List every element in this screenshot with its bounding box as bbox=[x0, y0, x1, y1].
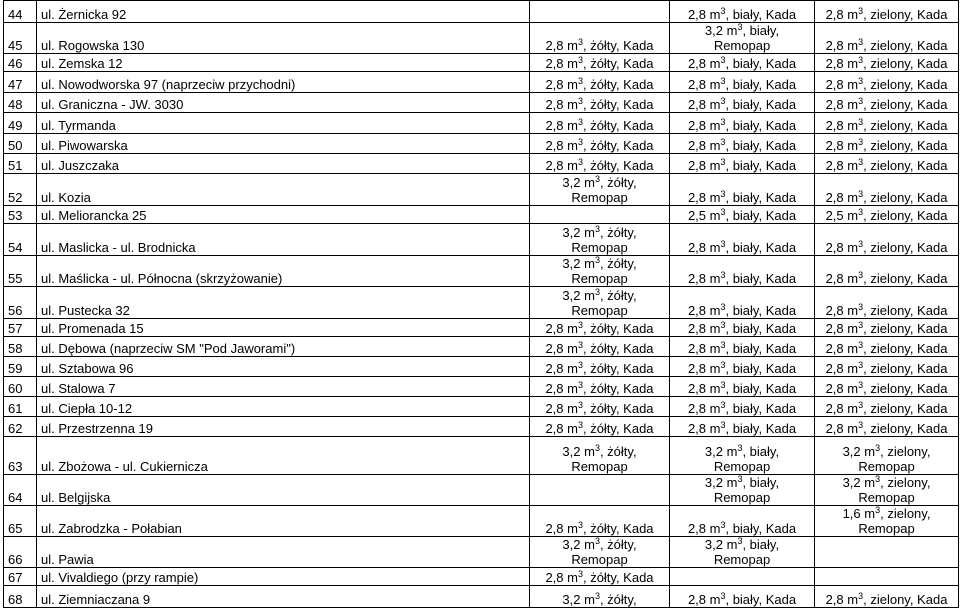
cell-line: 3,2 $m^3$, zielony, bbox=[842, 474, 931, 490]
green-container-cell bbox=[815, 475, 959, 506]
yellow-container-cell bbox=[530, 377, 670, 397]
row-number: 52 bbox=[4, 174, 37, 206]
cell-line: 2,8 $m^3$, żółty, Kada bbox=[545, 96, 654, 112]
white-container-cell bbox=[670, 377, 815, 397]
cell-line: 2,8 $m^3$, zielony, Kada bbox=[825, 55, 948, 71]
yellow-container-cell bbox=[530, 224, 670, 256]
yellow-container-cell bbox=[530, 337, 670, 357]
green-container-cell bbox=[815, 206, 959, 224]
cell-line: 3,2 $m^3$, zielony, bbox=[842, 443, 931, 459]
row-number: 47 bbox=[4, 72, 37, 93]
cell-line: 2,8 $m^3$, żółty, Kada bbox=[545, 360, 654, 376]
white-container-cell bbox=[670, 224, 815, 256]
cell-line: 2,8 $m^3$, zielony, Kada bbox=[825, 302, 948, 318]
row-number: 68 bbox=[4, 586, 37, 608]
white-container-cell bbox=[670, 134, 815, 154]
cell-line: 2,8 $m^3$, żółty, Kada bbox=[545, 157, 654, 173]
cell-line: Remopap bbox=[571, 303, 628, 318]
street-cell: ul. Pawia bbox=[37, 537, 530, 568]
street-cell: ul. Maślicka - ul. Północna (skrzyżowanie) bbox=[37, 256, 530, 287]
table-row bbox=[4, 134, 959, 154]
street-cell: ul. Sztabowa 96 bbox=[37, 357, 530, 377]
cell-line: Remopap bbox=[713, 38, 771, 53]
cell-line: 2,8 $m^3$, biały, Kada bbox=[687, 302, 797, 318]
row-number: 46 bbox=[4, 54, 37, 72]
table-row bbox=[4, 475, 959, 506]
yellow-container-cell bbox=[530, 1, 670, 23]
row-number: 63 bbox=[4, 437, 37, 475]
cell-line: 2,8 $m^3$, biały, Kada bbox=[687, 400, 797, 416]
yellow-container-cell bbox=[530, 154, 670, 174]
green-container-cell bbox=[815, 337, 959, 357]
green-container-cell bbox=[815, 357, 959, 377]
cell-line: 2,8 $m^3$, żółty, Kada bbox=[545, 117, 654, 133]
cell-line: 3,2 $m^3$, żółty, bbox=[562, 174, 637, 190]
street-cell: ul. Kozia bbox=[37, 174, 530, 206]
white-container-cell bbox=[670, 357, 815, 377]
cell-line: 2,8 $m^3$, biały, Kada bbox=[687, 117, 797, 133]
cell-line: 2,8 $m^3$, zielony, Kada bbox=[825, 591, 948, 607]
green-container-cell bbox=[815, 568, 959, 586]
table-row bbox=[4, 93, 959, 113]
row-number: 50 bbox=[4, 134, 37, 154]
row-number: 48 bbox=[4, 93, 37, 113]
cell-line: 2,8 $m^3$, żółty, Kada bbox=[545, 520, 654, 536]
green-container-cell bbox=[815, 1, 959, 23]
cell-line: 2,8 $m^3$, biały, Kada bbox=[687, 76, 797, 92]
row-number: 57 bbox=[4, 319, 37, 337]
table-row bbox=[4, 23, 959, 54]
table-row bbox=[4, 568, 959, 586]
cell-line: 3,2 $m^3$, żółty, bbox=[562, 255, 637, 271]
table-row bbox=[4, 437, 959, 475]
cell-line: 2,8 $m^3$, biały, Kada bbox=[687, 270, 797, 286]
cell-line: 2,8 $m^3$, zielony, Kada bbox=[825, 137, 948, 153]
cell-line: Remopap bbox=[858, 490, 915, 505]
green-container-cell bbox=[815, 134, 959, 154]
cell-line: 2,8 $m^3$, żółty, Kada bbox=[545, 137, 654, 153]
street-cell: ul. Zemska 12 bbox=[37, 54, 530, 72]
white-container-cell bbox=[670, 23, 815, 54]
row-number: 61 bbox=[4, 397, 37, 417]
white-container-cell bbox=[670, 506, 815, 537]
white-container-cell bbox=[670, 337, 815, 357]
table-row bbox=[4, 537, 959, 568]
street-cell: ul. Żernicka 92 bbox=[37, 1, 530, 23]
cell-line: 2,8 $m^3$, żółty, Kada bbox=[545, 340, 654, 356]
cell-line: 2,8 $m^3$, zielony, Kada bbox=[825, 380, 948, 396]
cell-line: 2,5 $m^3$, zielony, Kada bbox=[825, 207, 948, 223]
cell-line: 2,8 $m^3$, żółty, Kada bbox=[545, 320, 654, 336]
row-number: 56 bbox=[4, 287, 37, 319]
street-cell: ul. Juszczaka bbox=[37, 154, 530, 174]
street-cell: ul. Pustecka 32 bbox=[37, 287, 530, 319]
green-container-cell bbox=[815, 377, 959, 397]
white-container-cell bbox=[670, 54, 815, 72]
green-container-cell bbox=[815, 256, 959, 287]
green-container-cell bbox=[815, 437, 959, 475]
yellow-container-cell bbox=[530, 568, 670, 586]
table-row bbox=[4, 224, 959, 256]
cell-line: Remopap bbox=[858, 459, 915, 474]
cell-line: 2,8 $m^3$, biały, Kada bbox=[687, 520, 797, 536]
white-container-cell bbox=[670, 93, 815, 113]
cell-line: 2,8 $m^3$, biały, Kada bbox=[687, 6, 797, 22]
cell-line: 2,8 $m^3$, żółty, Kada bbox=[545, 400, 654, 416]
yellow-container-cell bbox=[530, 475, 670, 506]
cell-line: 2,8 $m^3$, zielony, Kada bbox=[825, 239, 948, 255]
white-container-cell bbox=[670, 586, 815, 608]
white-container-cell bbox=[670, 417, 815, 437]
row-number: 44 bbox=[4, 1, 37, 23]
yellow-container-cell bbox=[530, 256, 670, 287]
white-container-cell bbox=[670, 475, 815, 506]
green-container-cell bbox=[815, 319, 959, 337]
cell-line: 2,8 $m^3$, żółty, Kada bbox=[545, 37, 654, 53]
green-container-cell bbox=[815, 417, 959, 437]
yellow-container-cell bbox=[530, 357, 670, 377]
street-cell: ul. Zbożowa - ul. Cukiernicza bbox=[37, 437, 530, 475]
cell-line: 3,2 $m^3$, żółty, bbox=[562, 287, 637, 303]
cell-line: 3,2 $m^3$, żółty, bbox=[562, 224, 637, 240]
street-cell: ul. Ciepła 10-12 bbox=[37, 397, 530, 417]
table-row bbox=[4, 377, 959, 397]
street-cell: ul. Dębowa (naprzeciw SM "Pod Jaworami") bbox=[37, 337, 530, 357]
street-cell: ul. Tyrmanda bbox=[37, 113, 530, 134]
row-number: 58 bbox=[4, 337, 37, 357]
table-row bbox=[4, 154, 959, 174]
yellow-container-cell bbox=[530, 506, 670, 537]
cell-line: Remopap bbox=[571, 190, 628, 205]
cell-line: 2,8 $m^3$, zielony, Kada bbox=[825, 37, 948, 53]
yellow-container-cell bbox=[530, 206, 670, 224]
street-cell: ul. Maslicka - ul. Brodnicka bbox=[37, 224, 530, 256]
street-cell: ul. Belgijska bbox=[37, 475, 530, 506]
green-container-cell bbox=[815, 23, 959, 54]
white-container-cell bbox=[670, 72, 815, 93]
cell-line: 2,8 $m^3$, żółty, Kada bbox=[545, 569, 654, 585]
street-cell: ul. Graniczna - JW. 3030 bbox=[37, 93, 530, 113]
cell-line: 2,8 $m^3$, biały, Kada bbox=[687, 340, 797, 356]
green-container-cell bbox=[815, 506, 959, 537]
white-container-cell bbox=[670, 568, 815, 586]
table-row bbox=[4, 417, 959, 437]
green-container-cell bbox=[815, 93, 959, 113]
row-number: 62 bbox=[4, 417, 37, 437]
cell-line: 2,8 $m^3$, zielony, Kada bbox=[825, 270, 948, 286]
cell-line: 2,8 $m^3$, biały, Kada bbox=[687, 239, 797, 255]
cell-line: 2,8 $m^3$, biały, Kada bbox=[687, 137, 797, 153]
cell-line: Remopap bbox=[713, 552, 771, 567]
cell-line: Remopap bbox=[571, 552, 628, 567]
cell-line: 2,5 $m^3$, biały, Kada bbox=[687, 207, 797, 223]
yellow-container-cell bbox=[530, 174, 670, 206]
row-number: 55 bbox=[4, 256, 37, 287]
green-container-cell bbox=[815, 287, 959, 319]
white-container-cell bbox=[670, 397, 815, 417]
yellow-container-cell bbox=[530, 319, 670, 337]
green-container-cell bbox=[815, 113, 959, 134]
street-cell: ul. Nowodworska 97 (naprzeciw przychodni) bbox=[37, 72, 530, 93]
cell-line: 3,2 $m^3$, biały, bbox=[704, 443, 780, 459]
row-number: 51 bbox=[4, 154, 37, 174]
cell-line: Remopap bbox=[571, 240, 628, 255]
green-container-cell bbox=[815, 586, 959, 608]
table-row bbox=[4, 337, 959, 357]
green-container-cell bbox=[815, 224, 959, 256]
cell-line: 2,8 $m^3$, zielony, Kada bbox=[825, 76, 948, 92]
cell-line: 2,8 $m^3$, biały, Kada bbox=[687, 157, 797, 173]
yellow-container-cell bbox=[530, 54, 670, 72]
yellow-container-cell bbox=[530, 537, 670, 568]
street-cell: ul. Promenada 15 bbox=[37, 319, 530, 337]
table-row bbox=[4, 1, 959, 23]
cell-line: 2,8 $m^3$, zielony, Kada bbox=[825, 189, 948, 205]
yellow-container-cell bbox=[530, 586, 670, 608]
table-body bbox=[4, 1, 959, 608]
white-container-cell bbox=[670, 113, 815, 134]
cell-line: 2,8 $m^3$, biały, Kada bbox=[687, 96, 797, 112]
street-cell: ul. Rogowska 130 bbox=[37, 23, 530, 54]
yellow-container-cell bbox=[530, 93, 670, 113]
table-row bbox=[4, 174, 959, 206]
cell-line: 3,2 $m^3$, biały, bbox=[704, 474, 780, 490]
cell-line: 3,2 $m^3$, żółty, bbox=[562, 443, 637, 459]
cell-line: 2,8 $m^3$, biały, Kada bbox=[687, 591, 797, 607]
yellow-container-cell bbox=[530, 437, 670, 475]
row-number: 64 bbox=[4, 475, 37, 506]
table-row bbox=[4, 506, 959, 537]
row-number: 59 bbox=[4, 357, 37, 377]
cell-line: 2,8 $m^3$, biały, Kada bbox=[687, 420, 797, 436]
cell-line: 2,8 $m^3$, zielony, Kada bbox=[825, 96, 948, 112]
white-container-cell bbox=[670, 287, 815, 319]
table-row bbox=[4, 206, 959, 224]
green-container-cell bbox=[815, 154, 959, 174]
white-container-cell bbox=[670, 154, 815, 174]
white-container-cell bbox=[670, 256, 815, 287]
yellow-container-cell bbox=[530, 417, 670, 437]
table-row bbox=[4, 586, 959, 608]
cell-line: 2,8 $m^3$, biały, Kada bbox=[687, 380, 797, 396]
row-number: 60 bbox=[4, 377, 37, 397]
cell-line: 3,2 $m^3$, żółty, bbox=[562, 591, 637, 607]
cell-line: 2,8 $m^3$, zielony, Kada bbox=[825, 420, 948, 436]
cell-line: 1,6 $m^3$, zielony, bbox=[842, 505, 931, 521]
row-number: 67 bbox=[4, 568, 37, 586]
table-row bbox=[4, 287, 959, 319]
row-number: 53 bbox=[4, 206, 37, 224]
cell-line: 2,8 $m^3$, biały, Kada bbox=[687, 189, 797, 205]
cell-line: 2,8 $m^3$, żółty, Kada bbox=[545, 55, 654, 71]
green-container-cell bbox=[815, 54, 959, 72]
cell-line: 2,8 $m^3$, zielony, Kada bbox=[825, 117, 948, 133]
cell-line: 2,8 $m^3$, żółty, Kada bbox=[545, 380, 654, 396]
cell-line: 2,8 $m^3$, zielony, Kada bbox=[825, 157, 948, 173]
yellow-container-cell bbox=[530, 23, 670, 54]
cell-line: 2,8 $m^3$, biały, Kada bbox=[687, 320, 797, 336]
cell-line: Remopap bbox=[713, 490, 771, 505]
table-row bbox=[4, 397, 959, 417]
cell-line: 2,8 $m^3$, zielony, Kada bbox=[825, 340, 948, 356]
white-container-cell bbox=[670, 1, 815, 23]
cell-line: 2,8 $m^3$, zielony, Kada bbox=[825, 360, 948, 376]
table-row bbox=[4, 113, 959, 134]
cell-line: 2,8 $m^3$, biały, Kada bbox=[687, 360, 797, 376]
white-container-cell bbox=[670, 437, 815, 475]
row-number: 65 bbox=[4, 506, 37, 537]
container-table bbox=[3, 0, 959, 608]
cell-line: 2,8 $m^3$, żółty, Kada bbox=[545, 420, 654, 436]
street-cell: ul. Stalowa 7 bbox=[37, 377, 530, 397]
green-container-cell bbox=[815, 397, 959, 417]
table-row bbox=[4, 54, 959, 72]
street-cell: ul. Meliorancka 25 bbox=[37, 206, 530, 224]
table-row bbox=[4, 256, 959, 287]
row-number: 66 bbox=[4, 537, 37, 568]
white-container-cell bbox=[670, 206, 815, 224]
street-cell: ul. Ziemniaczana 9 bbox=[37, 586, 530, 608]
street-cell: ul. Vivaldiego (przy rampie) bbox=[37, 568, 530, 586]
yellow-container-cell bbox=[530, 397, 670, 417]
cell-line: 2,8 $m^3$, zielony, Kada bbox=[825, 6, 948, 22]
cell-line: Remopap bbox=[858, 521, 915, 536]
cell-line: Remopap bbox=[571, 459, 628, 474]
cell-line: Remopap bbox=[713, 459, 771, 474]
street-cell: ul. Przestrzenna 19 bbox=[37, 417, 530, 437]
street-cell: ul. Piwowarska bbox=[37, 134, 530, 154]
green-container-cell bbox=[815, 537, 959, 568]
cell-line: 3,2 $m^3$, biały, bbox=[704, 22, 780, 38]
cell-line: 3,2 $m^3$, żółty, bbox=[562, 536, 637, 552]
cell-line: 3,2 $m^3$, biały, bbox=[704, 536, 780, 552]
yellow-container-cell bbox=[530, 134, 670, 154]
yellow-container-cell bbox=[530, 72, 670, 93]
cell-line: Remopap bbox=[571, 271, 628, 286]
white-container-cell bbox=[670, 174, 815, 206]
row-number: 45 bbox=[4, 23, 37, 54]
white-container-cell bbox=[670, 319, 815, 337]
table-row bbox=[4, 357, 959, 377]
cell-line: 2,8 $m^3$, biały, Kada bbox=[687, 55, 797, 71]
green-container-cell bbox=[815, 174, 959, 206]
yellow-container-cell bbox=[530, 113, 670, 134]
cell-line: 2,8 $m^3$, zielony, Kada bbox=[825, 320, 948, 336]
row-number: 54 bbox=[4, 224, 37, 256]
cell-line: 2,8 $m^3$, żółty, Kada bbox=[545, 76, 654, 92]
row-number: 49 bbox=[4, 113, 37, 134]
yellow-container-cell bbox=[530, 287, 670, 319]
table-row bbox=[4, 319, 959, 337]
green-container-cell bbox=[815, 72, 959, 93]
table-row bbox=[4, 72, 959, 93]
cell-line: 2,8 $m^3$, zielony, Kada bbox=[825, 400, 948, 416]
street-cell: ul. Zabrodzka - Połabian bbox=[37, 506, 530, 537]
white-container-cell bbox=[670, 537, 815, 568]
